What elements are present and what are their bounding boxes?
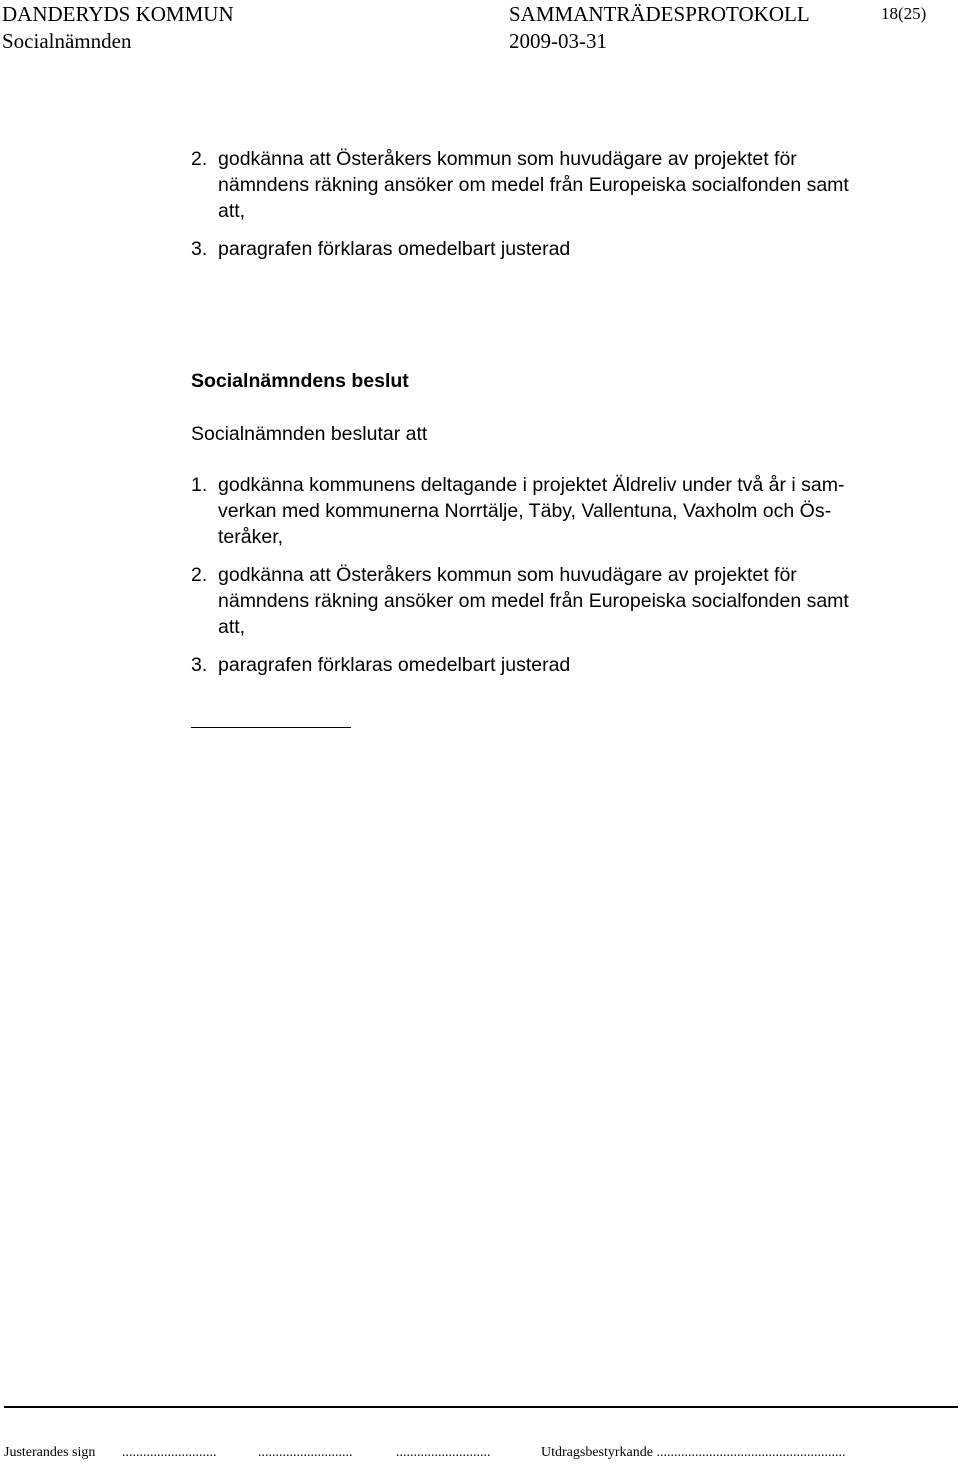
section-divider xyxy=(191,727,351,728)
decision-heading: Socialnämndens beslut xyxy=(191,370,409,392)
decision-item-1-number: 1. xyxy=(191,474,208,496)
footer-sign-line-1: ........................... xyxy=(122,1445,217,1460)
page-number: 18(25) xyxy=(881,4,927,23)
header-department: Socialnämnden xyxy=(2,29,132,53)
decision-item-2-line-1: godkänna att Österåkers kommun som huvudägare av projektet för xyxy=(218,564,797,586)
top-item-2-line-1: godkänna att Österåkers kommun som huvudägare av projektet för xyxy=(218,148,797,170)
footer-rule xyxy=(4,1406,958,1408)
decision-item-3-number: 3. xyxy=(191,654,208,676)
decision-intro: Socialnämnden beslutar att xyxy=(191,423,428,445)
footer-utdrag: Utdragsbestyrkande ...................................................... xyxy=(541,1445,846,1460)
header-doctype: SAMMANTRÄDESPROTOKOLL xyxy=(509,2,810,26)
header-org: DANDERYDS KOMMUN xyxy=(2,2,234,26)
decision-item-1-line-1: godkänna kommunens deltagande i projektet Äldreliv under två år i sam- xyxy=(218,474,845,496)
header-date: 2009-03-31 xyxy=(509,29,607,53)
decision-item-2-number: 2. xyxy=(191,564,208,586)
decision-item-2-line-3: att, xyxy=(218,616,246,638)
decision-item-1-line-2: verkan med kommunerna Norrtälje, Täby, Vallentuna, Vaxholm och Ös- xyxy=(218,500,832,522)
decision-item-3-line-1: paragrafen förklaras omedelbart justerad xyxy=(218,654,571,676)
footer-sign-line-2: ........................... xyxy=(258,1445,353,1460)
decision-item-2-line-2: nämndens räkning ansöker om medel från Europeiska socialfonden samt xyxy=(218,590,849,612)
top-item-3-line-1: paragrafen förklaras omedelbart justerad xyxy=(218,238,571,260)
footer-sign-label: Justerandes sign xyxy=(4,1445,96,1460)
top-item-2-number: 2. xyxy=(191,148,208,170)
top-item-2-line-3: att, xyxy=(218,200,246,222)
top-item-2-line-2: nämndens räkning ansöker om medel från Europeiska socialfonden samt xyxy=(218,174,849,196)
footer-sign-line-3: ........................... xyxy=(396,1445,491,1460)
top-item-3-number: 3. xyxy=(191,238,208,260)
decision-item-1-line-3: teråker, xyxy=(218,526,284,548)
